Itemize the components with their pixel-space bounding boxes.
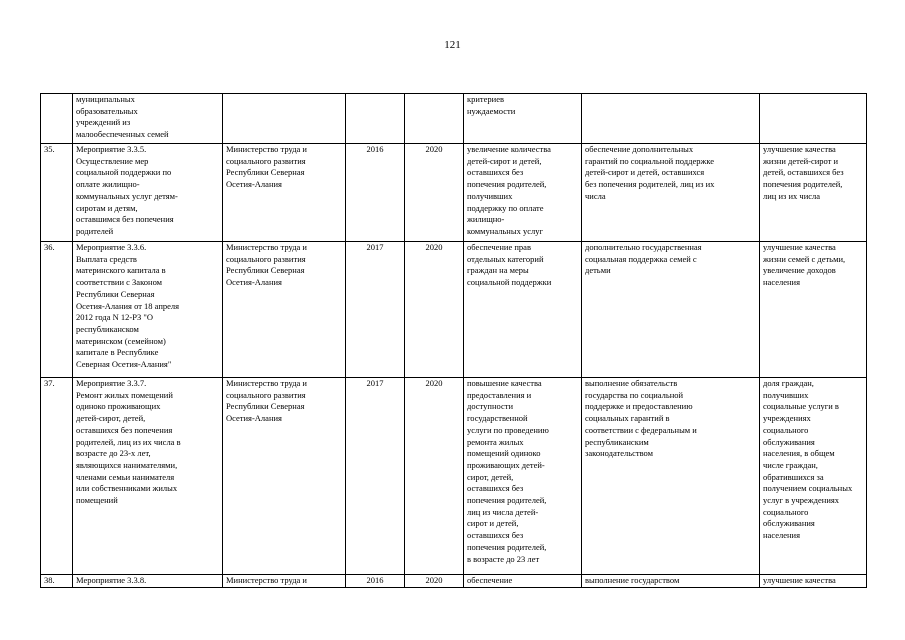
table-row <box>41 575 867 588</box>
outcome-cell: улучшение качества жизни детей-сирот и детей, оставшихся без попечения родителей, лиц из их числа <box>760 144 867 242</box>
outcome-cell: улучшение качества жизни семей с детьми, увеличение доходов населения <box>760 242 867 378</box>
result-cell: выполнение обязательств государства по социальной поддержке и предоставлению социальных гарантий в соответствии с федеральным и республиканским законодательством <box>582 378 760 575</box>
row-number-cell: 37. <box>41 378 73 575</box>
start-year-cell: 2016 <box>346 144 405 242</box>
measure-name-cell: Мероприятие 3.3.5. Осуществление мер социальной поддержки по оплате жилищно- коммунальных услуг детям- сиротам и детям, оставшимся без попечения родителей <box>73 144 223 242</box>
executor-cell: Министерство труда и социального развития Республики Северная Осетия-Алания <box>223 378 346 575</box>
executor-cell <box>223 94 346 144</box>
result-cell: обеспечение дополнительных гарантий по социальной поддержке детей-сирот и детей, оставшихся без попечения родителей, лиц из их числа <box>582 144 760 242</box>
row-number-cell: 35. <box>41 144 73 242</box>
row-number-cell: 38. <box>41 575 73 588</box>
end-year-cell: 2020 <box>405 242 464 378</box>
indicator-cell: обеспечение <box>464 575 582 588</box>
result-cell: выполнение государством <box>582 575 760 588</box>
end-year-cell: 2020 <box>405 575 464 588</box>
measure-name-cell: Мероприятие 3.3.6. Выплата средств материнского капитала в соответствии с Законом Республики Северная Осетия-Алания от 18 апреля 2012 года N 12-РЗ "О республиканском материнском (семейном) капитале в Республике Северная Осетия-Алания" <box>73 242 223 378</box>
start-year-cell: 2017 <box>346 242 405 378</box>
program-measures-table <box>40 93 867 588</box>
executor-cell: Министерство труда и социального развития Республики Северная Осетия-Алания <box>223 242 346 378</box>
table-row <box>41 94 867 144</box>
indicator-cell: увеличение количества детей-сирот и детей, оставшихся без попечения родителей, получивших поддержку по оплате жилищно- коммунальных услуг <box>464 144 582 242</box>
outcome-cell <box>760 94 867 144</box>
outcome-cell: улучшение качества <box>760 575 867 588</box>
page-number: 121 <box>444 39 461 51</box>
indicator-cell: критериев нуждаемости <box>464 94 582 144</box>
end-year-cell: 2020 <box>405 378 464 575</box>
measure-name-cell: Мероприятие 3.3.7. Ремонт жилых помещений одиноко проживающих детей-сирот, детей, оставшихся без попечения родителей, лиц из их числа в возрасте до 23-х лет, являющихся нанимателями, членами семьи нанимателя или собственниками жилых помещений <box>73 378 223 575</box>
measure-name-cell: Мероприятие 3.3.8. <box>73 575 223 588</box>
table-row <box>41 378 867 575</box>
start-year-cell: 2016 <box>346 575 405 588</box>
indicator-cell: обеспечение прав отдельных категорий граждан на меры социальной поддержки <box>464 242 582 378</box>
table-row <box>41 242 867 378</box>
table-row <box>41 144 867 242</box>
executor-cell: Министерство труда и <box>223 575 346 588</box>
indicator-cell: повышение качества предоставления и доступности государственной услуги по проведению ремонта жилых помещений одиноко проживающих детей- сирот, детей, оставшихся без попечения родителей, лиц из числа детей- сирот и детей, оставшихся без попечения родителей, в возрасте до 23 лет <box>464 378 582 575</box>
end-year-cell: 2020 <box>405 144 464 242</box>
start-year-cell: 2017 <box>346 378 405 575</box>
executor-cell: Министерство труда и социального развития Республики Северная Осетия-Алания <box>223 144 346 242</box>
result-cell <box>582 94 760 144</box>
row-number-cell: 36. <box>41 242 73 378</box>
row-number-cell <box>41 94 73 144</box>
result-cell: дополнительно государственная социальная поддержка семей с детьми <box>582 242 760 378</box>
measure-name-cell: муниципальных образовательных учреждений из малообеспеченных семей <box>73 94 223 144</box>
start-year-cell <box>346 94 405 144</box>
outcome-cell: доля граждан, получивших социальные услуги в учреждениях социального обслуживания населения, в общем числе граждан, обратившихся за получением социальных услуг в учреждениях социального обслуживания населения <box>760 378 867 575</box>
end-year-cell <box>405 94 464 144</box>
